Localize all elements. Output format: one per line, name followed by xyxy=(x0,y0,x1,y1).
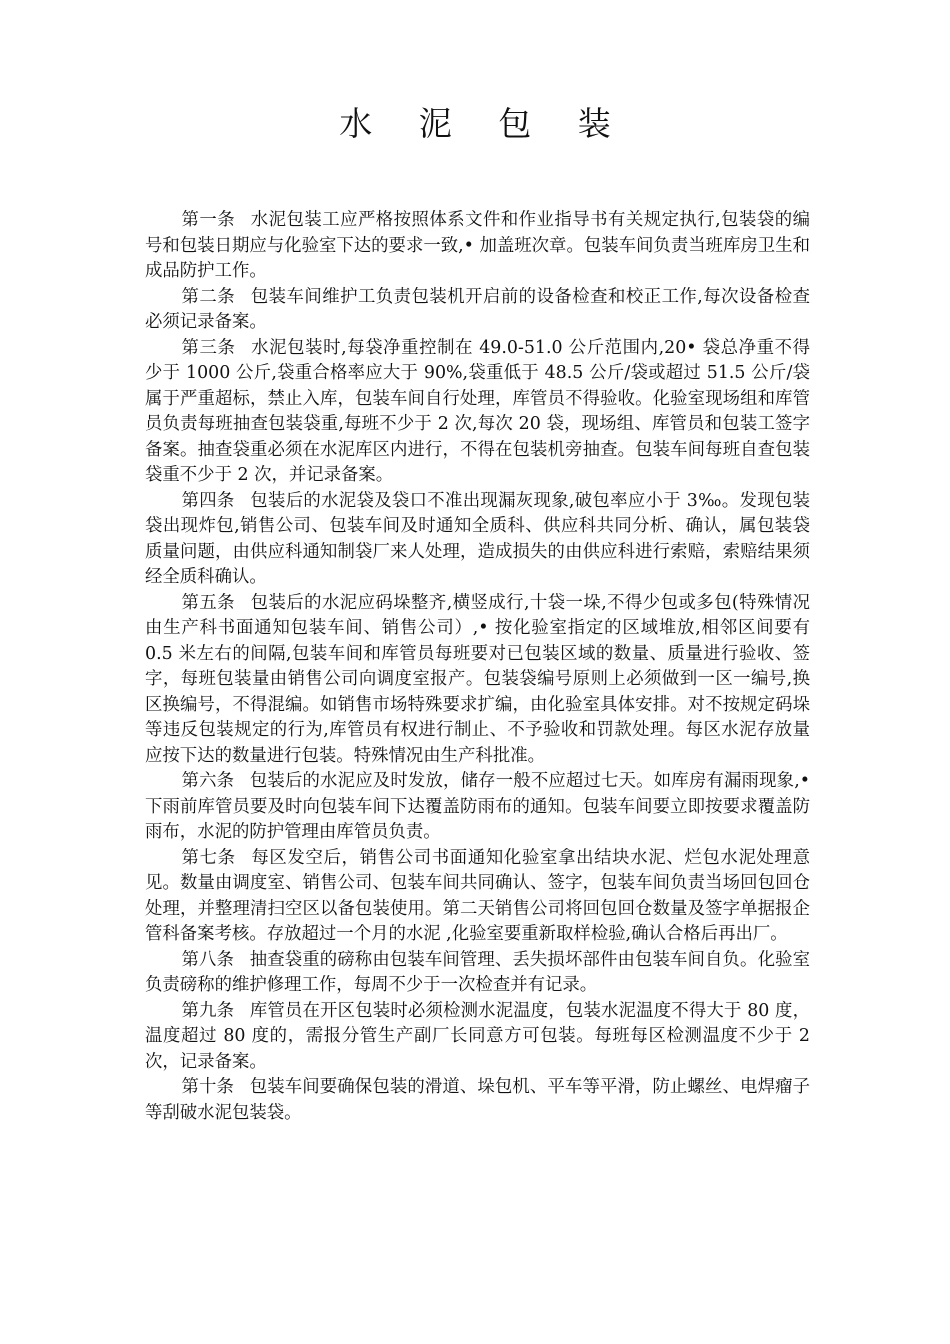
article-label: 第八条 xyxy=(181,949,235,970)
article-text: 包装后的水泥应码垛整齐,横竖成行,十袋一垛,不得少包或多包(特殊情况由生产科书面通知包装车间、销售公司）,• 按化验室指定的区域堆放,相邻区间要有 0.5 米左右的间隔,包装车间和库管员每班要对已包装区域的数量、质量进行验收、签字，每班包装量由销售公司向调度室报产。包装袋编号原则上必须做到一区一编号,换区换编号，不得混编。如销售市场特殊要求扩编，由化验室具体安排。对不按规定码垛等违反包装规定的行为,库管员有权进行制止、不予验收和罚款处理。每区水泥存放量应按下达的数量进行包装。特殊情况由生产科批准。 xyxy=(145,592,810,766)
article-label: 第十条 xyxy=(181,1077,235,1097)
article-label: 第二条 xyxy=(181,286,236,307)
article-1 xyxy=(145,208,810,285)
article-text: 每区发空后，销售公司书面通知化验室拿出结块水泥、烂包水泥处理意见。数量由调度室、销售公司、包装车间共同确认、签字，包装车间负责当场回包回仓处理，并整理清扫空区以备包装使用。第二天销售公司将回包回仓数量及签字单据报企管科备案考核。存放超过一个月的水泥 ,化验室要重新取样检验,确认合格后再出厂。 xyxy=(145,847,810,944)
article-10 xyxy=(145,1075,810,1126)
document-body xyxy=(145,208,810,1126)
article-text: 包装车间维护工负责包装机开启前的设备检查和校正工作,每次设备检查必须记录备案。 xyxy=(145,286,810,332)
document-title: 水 泥 包 装 xyxy=(339,104,629,143)
article-7 xyxy=(145,846,810,948)
article-label: 第三条 xyxy=(181,337,236,358)
article-label: 第七条 xyxy=(181,847,236,868)
article-9 xyxy=(145,999,810,1076)
article-text: 包装后的水泥应及时发放，储存一般不应超过七天。如库房有漏雨现象,• 下雨前库管员要及时向包装车间下达覆盖防雨布的通知。包装车间要立即按要求覆盖防雨布，水泥的防护管理由库管员负责。 xyxy=(145,771,810,842)
article-4 xyxy=(145,489,810,591)
article-text: 水泥包装时,每袋净重控制在 49.0-51.0 公斤范围内,20• 袋总净重不得少于 1000 公斤,袋重合格率应大于 90%,袋重低于 48.5 公斤/袋或超过 51.5 公斤/袋属于严重超标，禁止入库，包装车间自行处理，库管员不得验收。化验室现场组和库管员负责每班抽查包装袋重,每班不少于 2 次,每次 20 袋，现场组、库管员和包装工签字备案。抽查袋重必须在水泥库区内进行，不得在包装机旁抽查。包装车间每班自查包装袋重不少于 2 次，并记录备案。 xyxy=(145,337,810,485)
article-label: 第九条 xyxy=(181,1000,235,1021)
article-text: 水泥包装工应严格按照体系文件和作业指导书有关规定执行,包装袋的编号和包装日期应与化验室下达的要求一致,• 加盖班次章。包装车间负责当班库房卫生和成品防护工作。 xyxy=(145,210,810,281)
article-3 xyxy=(145,336,810,489)
article-8 xyxy=(145,948,810,999)
article-text: 库管员在开区包装时必须检测水泥温度，包装水泥温度不得大于 80 度，温度超过 80 度的，需报分管生产副厂长同意方可包装。每班每区检测温度不少于 2 次，记录备案。 xyxy=(145,1000,810,1072)
article-6 xyxy=(145,769,810,846)
article-label: 第一条 xyxy=(181,210,236,230)
article-label: 第四条 xyxy=(181,490,235,511)
article-label: 第五条 xyxy=(181,592,235,613)
article-text: 包装车间要确保包装的滑道、垛包机、平车等平滑，防止螺丝、电焊瘤子等刮破水泥包装袋。 xyxy=(145,1077,810,1123)
article-label: 第六条 xyxy=(181,771,235,791)
article-2 xyxy=(145,285,810,336)
article-5 xyxy=(145,591,810,770)
article-text: 包装后的水泥袋及袋口不准出现漏灰现象,破包率应小于 3‰。发现包装袋出现炸包,销售公司、包装车间及时通知全质科、供应科共同分析、确认，属包装袋质量问题，由供应科通知制袋厂来人处理，造成损失的由供应科进行索赔，索赔结果须经全质科确认。 xyxy=(145,490,810,587)
article-text: 抽查袋重的磅称由包装车间管理、丢失损坏部件由包装车间自负。化验室负责磅称的维护修理工作，每周不少于一次检查并有记录。 xyxy=(145,949,810,995)
